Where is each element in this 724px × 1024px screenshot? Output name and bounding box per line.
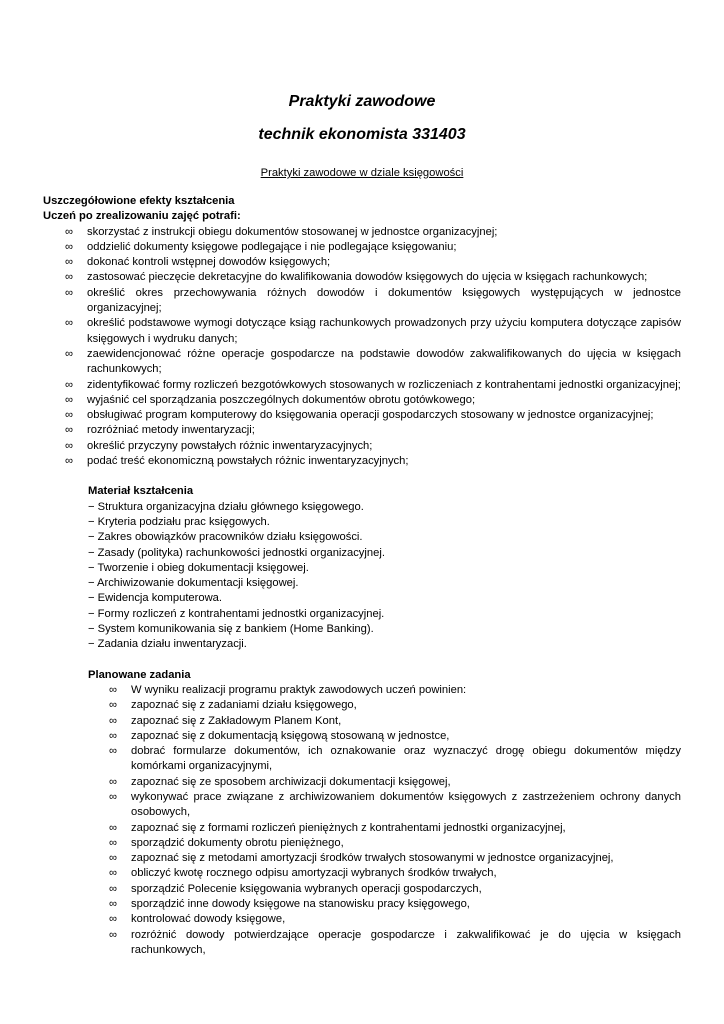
- list-item: − Formy rozliczeń z kontrahentami jednostki organizacyjnej.: [88, 607, 385, 620]
- list-item: ∞ kontrolować dowody księgowe,: [43, 912, 681, 927]
- material-heading: Materiał kształcenia: [88, 485, 194, 498]
- infinity-bullet-icon: ∞: [65, 409, 73, 422]
- list-item: ∞ zapoznać się z formami rozliczeń pieniężnych z kontrahentami jednostki organizacyjnej,: [43, 821, 681, 836]
- infinity-bullet-icon: ∞: [109, 913, 117, 926]
- document-body: [43, 194, 681, 958]
- list-item: ∞ zapoznać się z metodami amortyzacji środków trwałych stosowanymi w jednostce organizacyjnej,: [43, 851, 681, 866]
- infinity-bullet-icon: ∞: [65, 378, 73, 391]
- material-list: [43, 500, 681, 653]
- infinity-bullet-icon: ∞: [109, 775, 117, 788]
- list-item: − Zasady (polityka) rachunkowości jednostki organizacyjnej.: [88, 546, 385, 559]
- list-item: ∞ określić okres przechowywania różnych dowodów i dokumentów księgowych występujących w jednostce organizacyjnej;: [65, 286, 681, 315]
- infinity-bullet-icon: ∞: [109, 867, 117, 880]
- list-item: ∞ wyjaśnić cel sporządzania poszczególnych dokumentów obrotu gotówkowego;: [43, 393, 681, 408]
- infinity-bullet-icon: ∞: [109, 928, 117, 941]
- list-item: ∞ dokonać kontroli wstępnej dowodów księgowych;: [43, 255, 681, 270]
- list-item: ∞ wykonywać prace związane z archiwizowaniem dokumentów księgowych z zastrzeżeniem ochrony danych osobowych,: [109, 790, 681, 819]
- infinity-bullet-icon: ∞: [109, 821, 117, 834]
- list-item: ∞ zapoznać się ze sposobem archiwizacji dokumentacji księgowej,: [43, 775, 681, 790]
- infinity-bullet-icon: ∞: [109, 852, 117, 865]
- infinity-bullet-icon: ∞: [65, 393, 73, 406]
- list-item: ∞ rozróżniać metody inwentaryzacji;: [43, 423, 681, 438]
- list-item: ∞ zapoznać się z zadaniami działu księgowego,: [43, 698, 681, 713]
- list-item: ∞ skorzystać z instrukcji obiegu dokumentów stosowanej w jednostce organizacyjnej;: [43, 225, 681, 240]
- infinity-bullet-icon: ∞: [109, 699, 117, 712]
- infinity-bullet-icon: ∞: [109, 790, 117, 803]
- list-item: ∞ określić przyczyny powstałych różnic inwentaryzacyjnych;: [43, 439, 681, 454]
- infinity-bullet-icon: ∞: [109, 745, 117, 758]
- list-item: ∞ sporządzić inne dowody księgowe na stanowisku pracy księgowego,: [43, 897, 681, 912]
- list-item: ∞ zidentyfikować formy rozliczeń bezgotówkowych stosowanych w rozliczeniach z kontrahentami jednostki organizacyjnej;: [43, 378, 681, 393]
- learning-outcomes-heading: Uszczegółowione efekty kształcenia: [43, 195, 235, 207]
- infinity-bullet-icon: ∞: [65, 347, 73, 360]
- list-item: − Zakres obowiązków pracowników działu księgowości.: [88, 531, 363, 544]
- infinity-bullet-icon: ∞: [65, 256, 73, 269]
- list-item: − Ewidencja komputerowa.: [88, 592, 223, 605]
- list-item: − Archiwizowanie dokumentacji księgowej.: [88, 577, 299, 590]
- learning-outcomes-list: [43, 225, 681, 470]
- list-item: − System komunikowania się z bankiem (Home Banking).: [88, 623, 374, 636]
- list-item: − Zadania działu inwentaryzacji.: [88, 638, 247, 651]
- list-item: ∞ dobrać formularze dokumentów, ich oznakowanie oraz wyznaczyć drogę obiegu dokumentów między komórkami organizacyjnymi,: [109, 745, 681, 773]
- list-item: − Kryteria podziału prac księgowych.: [88, 515, 270, 528]
- infinity-bullet-icon: ∞: [109, 683, 117, 696]
- infinity-bullet-icon: ∞: [109, 898, 117, 911]
- infinity-bullet-icon: ∞: [109, 729, 117, 742]
- list-item: ∞ W wyniku realizacji programu praktyk zawodowych uczeń powinien:: [43, 683, 681, 698]
- section-subtitle: Praktyki zawodowe w dziale księgowości: [260, 167, 464, 179]
- infinity-bullet-icon: ∞: [109, 714, 117, 727]
- infinity-bullet-icon: ∞: [65, 424, 73, 437]
- infinity-bullet-icon: ∞: [109, 836, 117, 849]
- list-item: ∞ obliczyć kwotę rocznego odpisu amortyzacji wybranych środków trwałych,: [43, 866, 681, 881]
- infinity-bullet-icon: ∞: [109, 882, 117, 895]
- list-item: ∞ podać treść ekonomiczną powstałych różnic inwentaryzacyjnych;: [43, 454, 681, 469]
- list-item: ∞ obsługiwać program komputerowy do księgowania operacji gospodarczych stosowany w jednostce organizacyjnej;: [43, 408, 681, 423]
- list-item: ∞ rozróżnić dowody potwierdzające operacje gospodarcze i zakwalifikować je do ujęcia w księgach rachunkowych,: [109, 928, 681, 956]
- document-subtitle-profession: technik ekonomista 331403: [258, 126, 466, 143]
- list-item: ∞ określić podstawowe wymogi dotyczące ksiąg rachunkowych prowadzonych przy użyciu komputera dotyczące zapisów księgowych i wydruku danych;: [65, 317, 681, 345]
- infinity-bullet-icon: ∞: [65, 286, 73, 299]
- infinity-bullet-icon: ∞: [65, 455, 73, 468]
- infinity-bullet-icon: ∞: [65, 439, 73, 452]
- list-item: ∞ oddzielić dokumenty księgowe podlegające i nie podlegające księgowaniu;: [43, 240, 681, 255]
- list-item: ∞ zapoznać się z Zakładowym Planem Kont,: [43, 714, 681, 729]
- planned-tasks-list: [43, 683, 681, 958]
- infinity-bullet-icon: ∞: [65, 317, 73, 330]
- list-item: ∞ sporządzić Polecenie księgowania wybranych operacji gospodarczych,: [43, 882, 681, 897]
- list-item: − Tworzenie i obieg dokumentacji księgowej.: [88, 561, 309, 574]
- infinity-bullet-icon: ∞: [65, 271, 73, 284]
- list-item: − Struktura organizacyjna działu głównego księgowego.: [88, 500, 364, 513]
- list-item: ∞ zaewidencjonować różne operacje gospodarcze na podstawie dowodów zakwalifikowanych do ujęcia w księgach rachunkowych;: [65, 347, 681, 376]
- document-title: Praktyki zawodowe: [288, 93, 436, 110]
- infinity-bullet-icon: ∞: [65, 225, 73, 238]
- planned-tasks-heading: Planowane zadania: [88, 668, 191, 681]
- list-item: ∞ zapoznać się z dokumentacją księgową stosowaną w jednostce,: [43, 729, 681, 744]
- list-item: ∞ sporządzić dokumenty obrotu pieniężnego,: [43, 836, 681, 851]
- list-item: ∞ zastosować pieczęcie dekretacyjne do kwalifikowania dowodów księgowych do ujęcia w księgach rachunkowych;: [43, 270, 681, 285]
- learning-outcomes-intro: Uczeń po zrealizowaniu zajęć potrafi:: [43, 210, 241, 223]
- infinity-bullet-icon: ∞: [65, 240, 73, 253]
